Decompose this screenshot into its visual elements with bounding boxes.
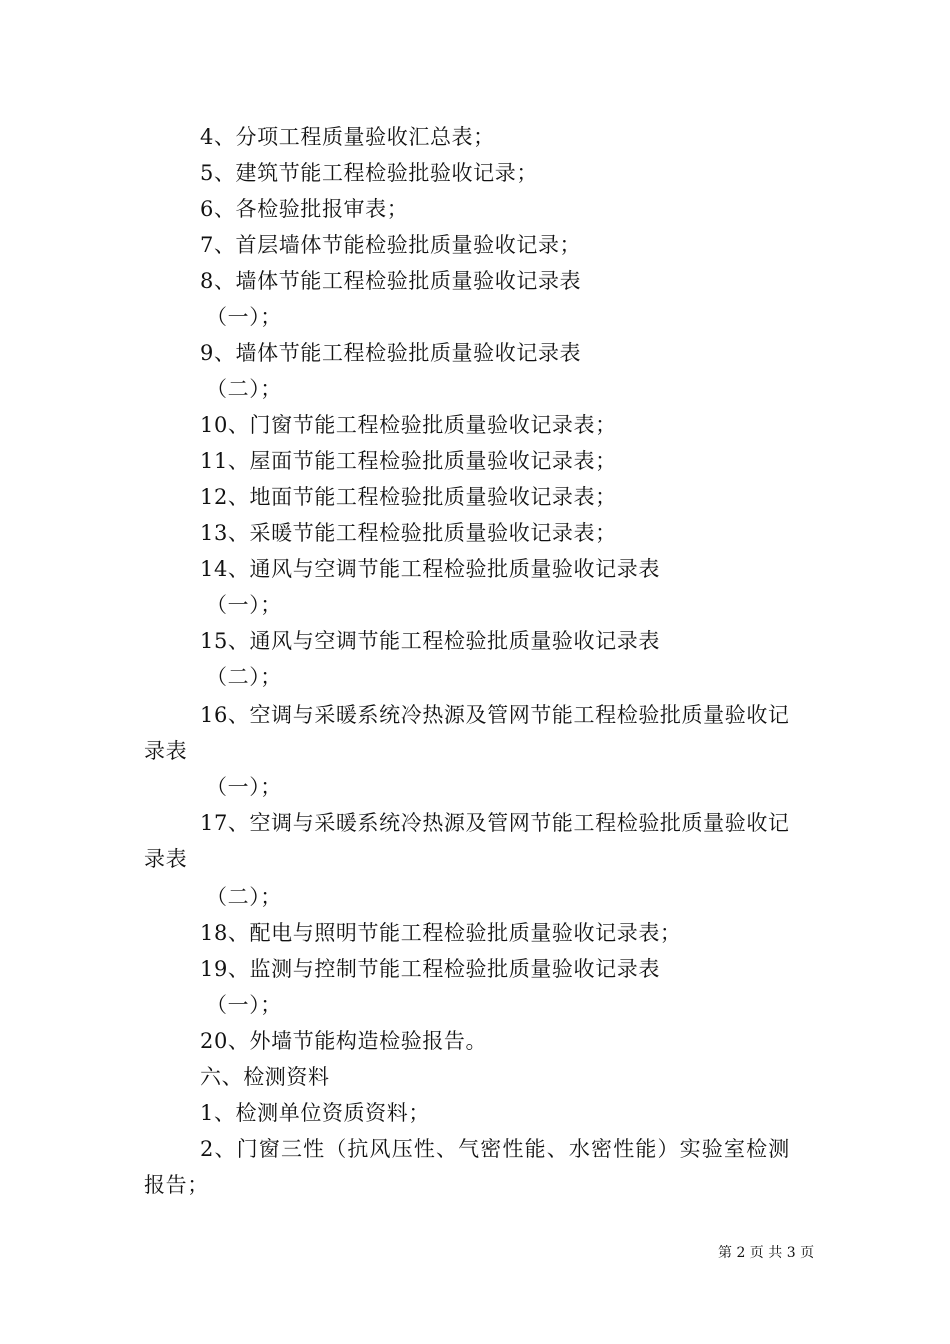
text-line: （二）； — [206, 665, 282, 689]
text-line: 6、各检验批报审表； — [200, 197, 409, 221]
text-line: （一）； — [206, 593, 282, 617]
text-line: 12、地面节能工程检验批质量验收记录表； — [200, 485, 617, 509]
text-line: 16、空调与采暖系统冷热源及管网节能工程检验批质量验收记 — [200, 703, 790, 727]
text-line: 9、墙体节能工程检验批质量验收记录表 — [200, 341, 582, 365]
text-line: 4、分项工程质量验收汇总表； — [200, 125, 495, 149]
text-line: 20、外墙节能构造检验报告。 — [200, 1029, 488, 1053]
text-line: （二）； — [206, 885, 282, 909]
text-line: 8、墙体节能工程检验批质量验收记录表 — [200, 269, 582, 293]
text-line: 13、采暖节能工程检验批质量验收记录表； — [200, 521, 617, 545]
text-line: 报告； — [144, 1173, 209, 1197]
text-line: 7、首层墙体节能检验批质量验收记录； — [200, 233, 582, 257]
section-heading: 六、检测资料 — [200, 1065, 330, 1089]
page-number-footer: 第 2 页 共 3 页 — [718, 1245, 815, 1261]
text-line: （二）； — [206, 377, 282, 401]
text-line: 11、屋面节能工程检验批质量验收记录表； — [200, 449, 617, 473]
text-line: 录表 — [144, 739, 188, 763]
text-line: 5、建筑节能工程检验批验收记录； — [200, 161, 538, 185]
text-line: 1、检测单位资质资料； — [200, 1101, 430, 1125]
text-line: 17、空调与采暖系统冷热源及管网节能工程检验批质量验收记 — [200, 811, 790, 835]
text-line: （一）； — [206, 775, 282, 799]
text-line: 10、门窗节能工程检验批质量验收记录表； — [200, 413, 617, 437]
text-line: 18、配电与照明节能工程检验批质量验收记录表； — [200, 921, 682, 945]
text-line: （一）； — [206, 305, 282, 329]
text-line: 2、门窗三性（抗风压性、气密性能、水密性能）实验室检测 — [200, 1137, 791, 1161]
text-line: 录表 — [144, 847, 188, 871]
text-line: 19、监测与控制节能工程检验批质量验收记录表 — [200, 957, 660, 981]
text-line: 15、通风与空调节能工程检验批质量验收记录表 — [200, 629, 660, 653]
text-line: （一）； — [206, 993, 282, 1017]
text-line: 14、通风与空调节能工程检验批质量验收记录表 — [200, 557, 660, 581]
